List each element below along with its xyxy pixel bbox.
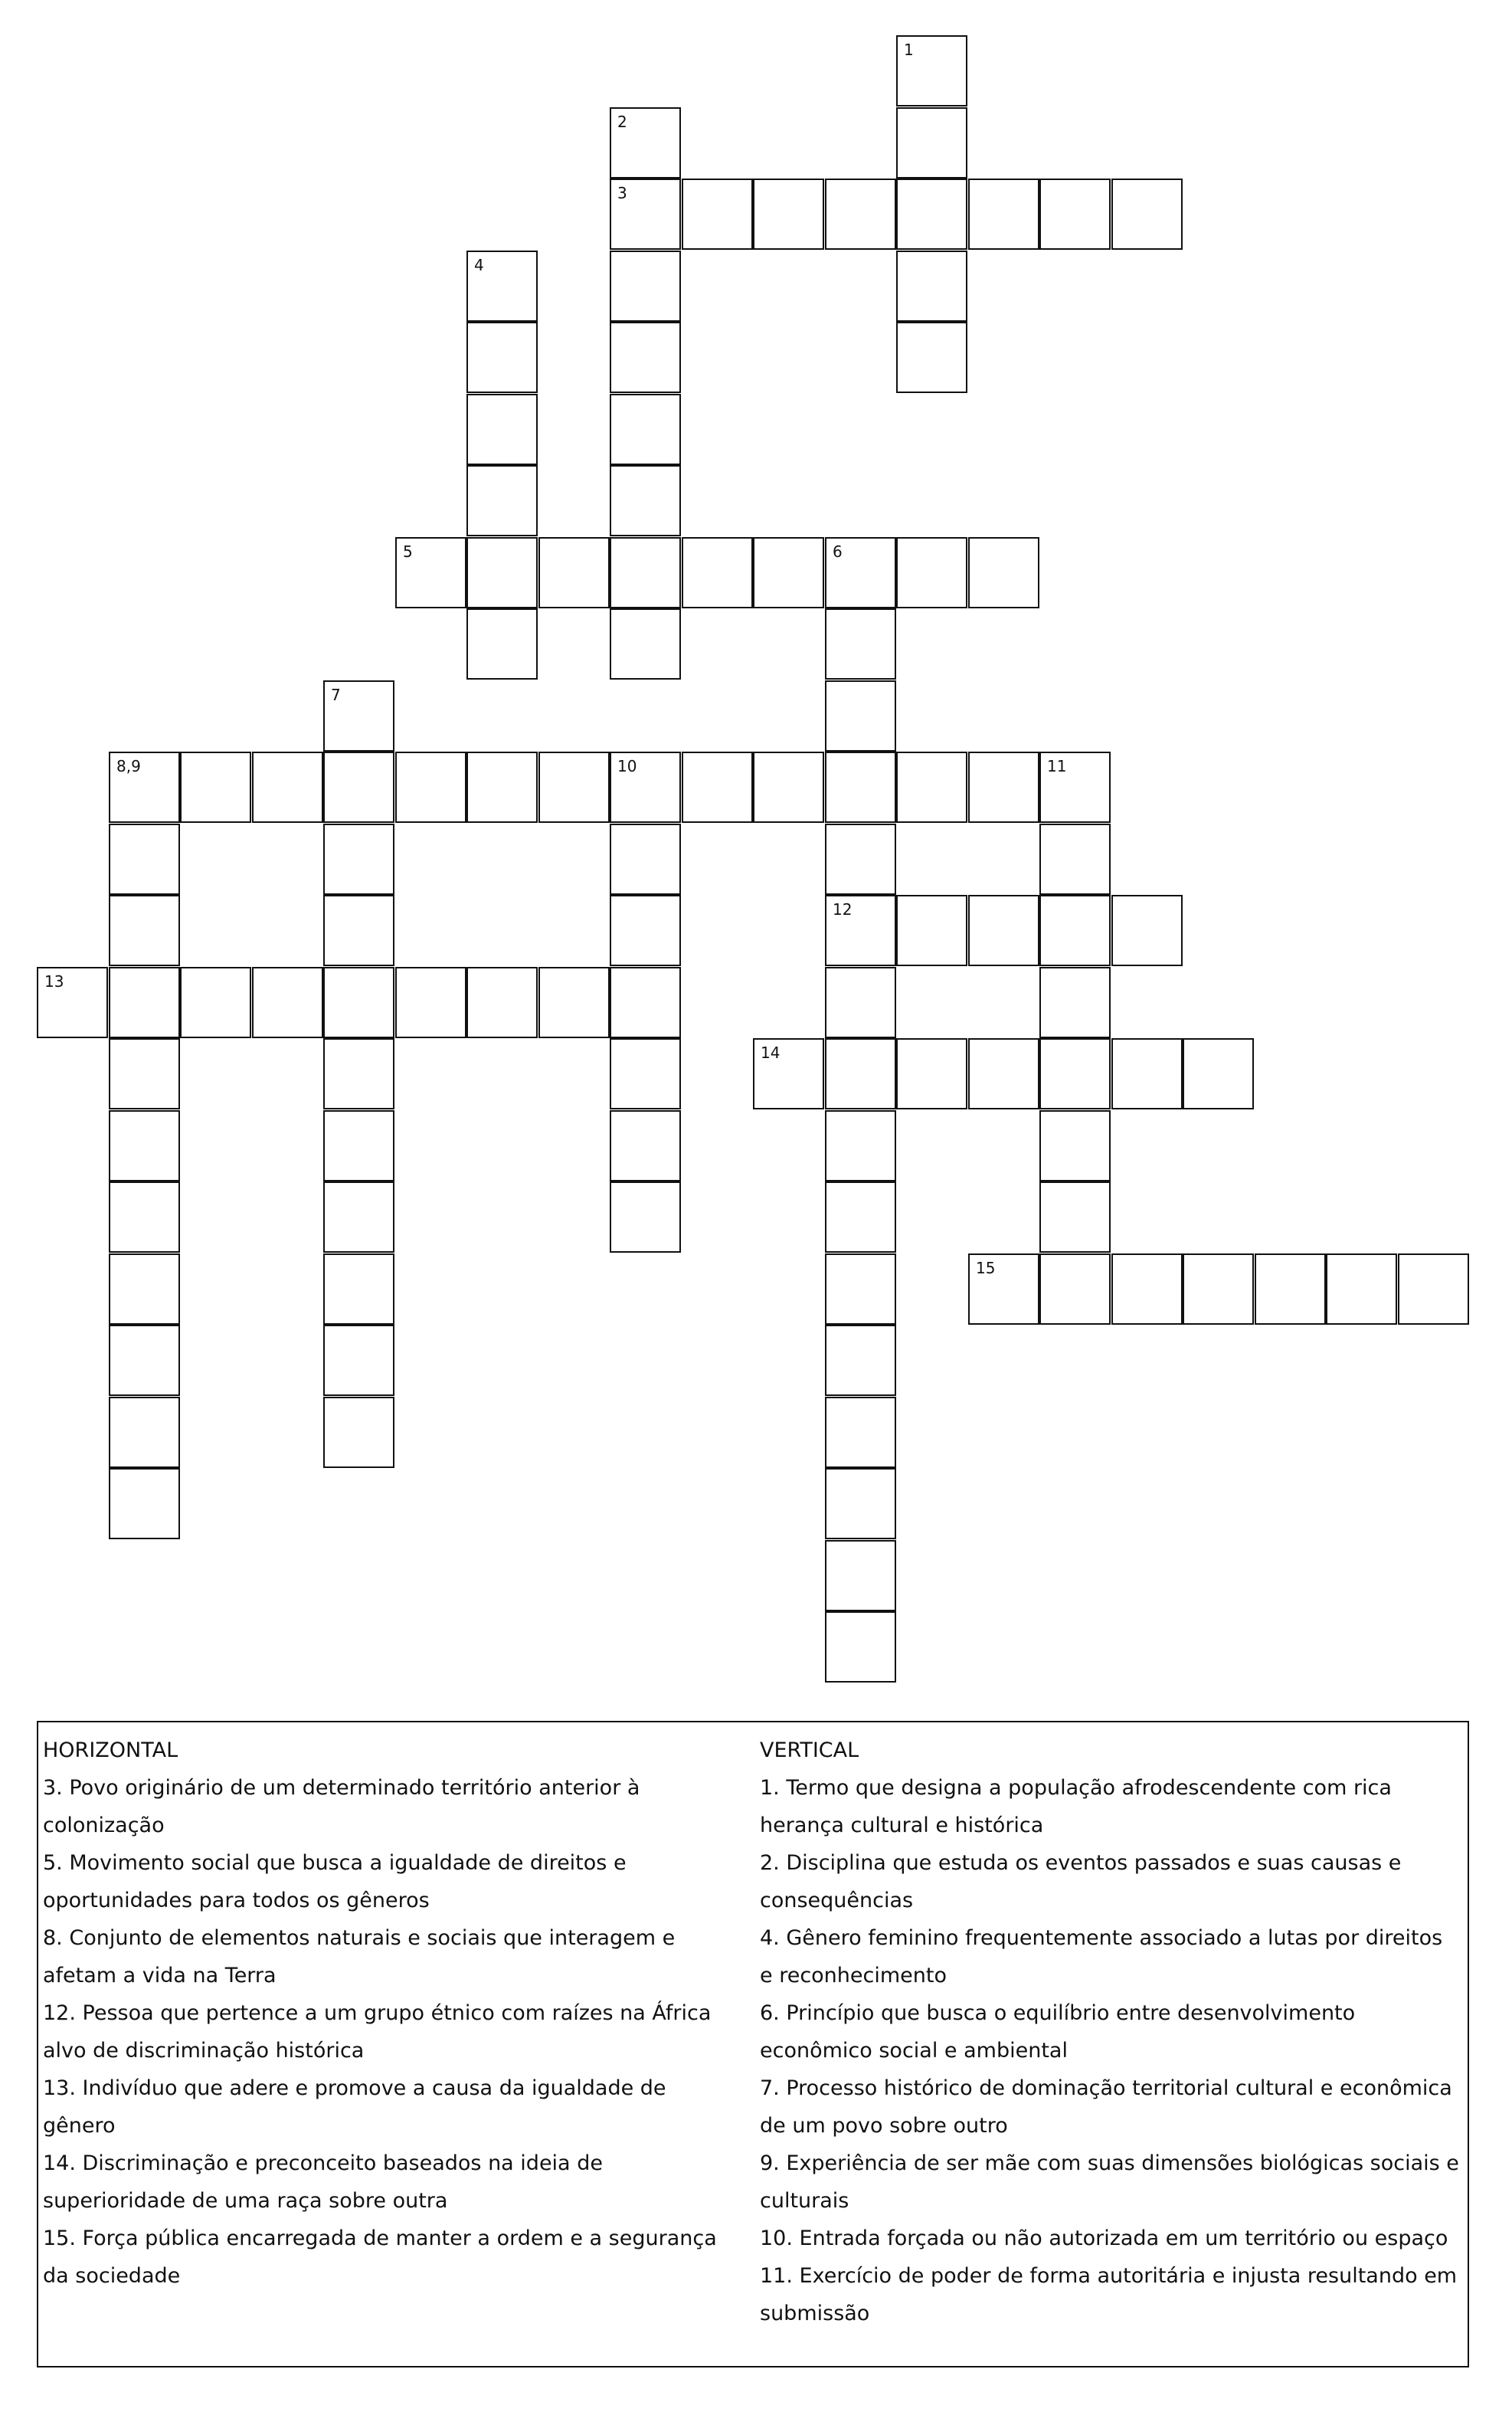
grid-cell[interactable]: [825, 608, 896, 680]
grid-cell[interactable]: [466, 251, 538, 322]
clue-down-1: 1. Termo que designa a população afrodescendente com rica herança cultural e histórica: [760, 1776, 1392, 1837]
grid-cell[interactable]: [610, 251, 681, 322]
grid-cell[interactable]: [466, 465, 538, 536]
grid-cell[interactable]: [1039, 895, 1111, 966]
grid-cell[interactable]: [896, 1038, 967, 1109]
grid-cell[interactable]: [1039, 967, 1111, 1038]
grid-cell[interactable]: [825, 179, 896, 250]
grid-cell[interactable]: [1183, 1253, 1254, 1325]
grid-cell[interactable]: [610, 895, 681, 966]
grid-cell[interactable]: [1111, 1038, 1183, 1109]
clue-across-5: 5. Movimento social que busca a igualdade de direitos e oportunidades para todos os gêneros: [43, 1851, 627, 1912]
grid-cell[interactable]: [538, 967, 610, 1038]
grid-cell[interactable]: [610, 107, 681, 179]
grid-cell[interactable]: [896, 179, 967, 250]
grid-cell[interactable]: [610, 179, 681, 250]
clue-number: 10: [617, 757, 637, 775]
grid-cell[interactable]: [968, 1253, 1039, 1325]
grid-cell[interactable]: [682, 537, 753, 608]
clue-down-2: 2. Disciplina que estuda os eventos passados e suas causas e consequências: [760, 1851, 1402, 1912]
grid-cell[interactable]: [610, 1110, 681, 1181]
clue-down-6: 6. Princípio que busca o equilíbrio entre desenvolvimento econômico social e ambiental: [760, 2001, 1356, 2063]
clue-number: 12: [833, 900, 853, 919]
grid-cell[interactable]: [109, 967, 180, 1038]
grid-cell[interactable]: [323, 967, 394, 1038]
grid-cell[interactable]: [395, 537, 466, 608]
grid-cell[interactable]: [825, 1181, 896, 1253]
grid-cell[interactable]: [610, 322, 681, 393]
grid-cell[interactable]: [323, 1325, 394, 1396]
clue-number: 4: [474, 256, 484, 274]
grid-cell[interactable]: [109, 752, 180, 823]
grid-cell[interactable]: [825, 1397, 896, 1468]
grid-cell[interactable]: [610, 394, 681, 465]
grid-cell[interactable]: [753, 752, 824, 823]
grid-cell[interactable]: [968, 537, 1039, 608]
horizontal-heading: HORIZONTAL: [43, 1738, 178, 1762]
grid-cell[interactable]: [825, 1253, 896, 1325]
clue-number: 3: [617, 184, 627, 202]
grid-cell[interactable]: [968, 752, 1039, 823]
grid-cell[interactable]: [825, 1611, 896, 1683]
grid-cell[interactable]: [37, 967, 108, 1038]
grid-cell[interactable]: [610, 1181, 681, 1253]
grid-cell[interactable]: [323, 1181, 394, 1253]
grid-cell[interactable]: [180, 967, 251, 1038]
clue-number: 15: [976, 1259, 996, 1277]
clue-number: 11: [1047, 757, 1067, 775]
clue-down-4: 4. Gênero feminino frequentemente associado a lutas por direitos e reconhecimento: [760, 1926, 1443, 1987]
grid-cell[interactable]: [825, 1468, 896, 1539]
grid-cell[interactable]: [323, 1253, 394, 1325]
grid-cell[interactable]: [1039, 1038, 1111, 1109]
grid-cell[interactable]: [109, 1181, 180, 1253]
grid-cell[interactable]: [610, 824, 681, 895]
grid-cell[interactable]: [538, 537, 610, 608]
grid-cell[interactable]: [1039, 824, 1111, 895]
grid-cell[interactable]: [1183, 1038, 1254, 1109]
clue-down-9: 9. Experiência de ser mãe com suas dimensões biológicas sociais e culturais: [760, 2151, 1459, 2213]
grid-cell[interactable]: [538, 752, 610, 823]
clue-across-14: 14. Discriminação e preconceito baseados na ideia de superioridade de uma raça sobre outra: [43, 2151, 603, 2213]
clue-number: 14: [761, 1044, 781, 1062]
grid-cell[interactable]: [323, 1110, 394, 1181]
grid-cell[interactable]: [1255, 1253, 1326, 1325]
grid-cell[interactable]: [825, 967, 896, 1038]
grid-cell[interactable]: [825, 1110, 896, 1181]
grid-cell[interactable]: [1398, 1253, 1469, 1325]
clue-across-8: 8. Conjunto de elementos naturais e sociais que interagem e afetam a vida na Terra: [43, 1926, 676, 1987]
clue-number: 7: [331, 686, 341, 704]
grid-cell[interactable]: [1039, 1181, 1111, 1253]
grid-cell[interactable]: [682, 179, 753, 250]
grid-cell[interactable]: [109, 1253, 180, 1325]
clue-across-15: 15. Força pública encarregada de manter a ordem e a segurança da sociedade: [43, 2227, 717, 2288]
grid-cell[interactable]: [395, 752, 466, 823]
grid-cell[interactable]: [896, 35, 967, 106]
clue-across-13: 13. Indivíduo que adere e promove a causa da igualdade de gênero: [43, 2076, 666, 2138]
grid-cell[interactable]: [466, 322, 538, 393]
grid-cell[interactable]: [109, 1397, 180, 1468]
clue-number: 8,9: [116, 757, 141, 775]
grid-cell[interactable]: [466, 967, 538, 1038]
grid-cell[interactable]: [610, 1038, 681, 1109]
grid-cell[interactable]: [1039, 1110, 1111, 1181]
clues-box: [37, 1721, 1469, 2367]
grid-cell[interactable]: [896, 895, 967, 966]
grid-cell[interactable]: [323, 1397, 394, 1468]
grid-cell[interactable]: [1111, 1253, 1183, 1325]
grid-cell[interactable]: [1039, 752, 1111, 823]
clue-number: 1: [904, 41, 914, 59]
grid-cell[interactable]: [1111, 895, 1183, 966]
clue-down-7: 7. Processo histórico de dominação territorial cultural e econômica de um povo sobre outro: [760, 2076, 1452, 2138]
grid-cell[interactable]: [466, 394, 538, 465]
grid-cell[interactable]: [109, 1110, 180, 1181]
grid-cell[interactable]: [825, 680, 896, 752]
grid-cell[interactable]: [466, 608, 538, 680]
clue-across-12: 12. Pessoa que pertence a um grupo étnico com raízes na África alvo de discriminação histórica: [43, 2001, 712, 2063]
grid-cell[interactable]: [466, 752, 538, 823]
grid-cell[interactable]: [610, 752, 681, 823]
clue-number: 5: [403, 542, 413, 561]
grid-cell[interactable]: [323, 680, 394, 752]
clue-number: 13: [44, 972, 64, 991]
grid-cell[interactable]: [323, 752, 394, 823]
grid-cell[interactable]: [896, 537, 967, 608]
grid-cell[interactable]: [682, 752, 753, 823]
grid-cell[interactable]: [252, 752, 323, 823]
grid-cell[interactable]: [825, 1325, 896, 1396]
grid-cell[interactable]: [825, 752, 896, 823]
grid-cell[interactable]: [968, 179, 1039, 250]
clue-number: 2: [617, 113, 627, 131]
grid-cell[interactable]: [825, 824, 896, 895]
grid-cell[interactable]: [109, 895, 180, 966]
grid-cell[interactable]: [395, 967, 466, 1038]
grid-cell[interactable]: [968, 895, 1039, 966]
clue-down-11: 11. Exercício de poder de forma autoritária e injusta resultando em submissão: [760, 2264, 1458, 2325]
clue-number: 6: [833, 542, 843, 561]
grid-cell[interactable]: [466, 537, 538, 608]
grid-cell[interactable]: [1039, 179, 1111, 250]
horizontal-clues: [43, 1732, 744, 2295]
grid-cell[interactable]: [968, 1038, 1039, 1109]
grid-cell[interactable]: [753, 1038, 824, 1109]
grid-cell[interactable]: [109, 1325, 180, 1396]
grid-cell[interactable]: [610, 465, 681, 536]
grid-cell[interactable]: [610, 608, 681, 680]
grid-cell[interactable]: [610, 537, 681, 608]
grid-cell[interactable]: [896, 251, 967, 322]
grid-cell[interactable]: [896, 107, 967, 179]
grid-cell[interactable]: [825, 1540, 896, 1611]
grid-cell[interactable]: [896, 752, 967, 823]
grid-cell[interactable]: [825, 1038, 896, 1109]
grid-cell[interactable]: [323, 824, 394, 895]
grid-cell[interactable]: [825, 895, 896, 966]
grid-cell[interactable]: [753, 537, 824, 608]
clue-down-10: 10. Entrada forçada ou não autorizada em um território ou espaço: [760, 2227, 1448, 2250]
grid-cell[interactable]: [753, 179, 824, 250]
grid-cell[interactable]: [109, 1038, 180, 1109]
grid-cell[interactable]: [825, 537, 896, 608]
grid-cell[interactable]: [323, 1038, 394, 1109]
grid-cell[interactable]: [180, 752, 251, 823]
vertical-heading: VERTICAL: [760, 1738, 859, 1762]
grid-cell[interactable]: [109, 1468, 180, 1539]
grid-cell[interactable]: [109, 824, 180, 895]
grid-cell[interactable]: [323, 895, 394, 966]
clue-across-3: 3. Povo originário de um determinado território anterior à colonização: [43, 1776, 640, 1837]
vertical-clues: [760, 1732, 1461, 2332]
grid-cell[interactable]: [1326, 1253, 1397, 1325]
grid-cell[interactable]: [1039, 1253, 1111, 1325]
grid-cell[interactable]: [896, 322, 967, 393]
grid-cell[interactable]: [1111, 179, 1183, 250]
grid-cell[interactable]: [252, 967, 323, 1038]
grid-cell[interactable]: [610, 967, 681, 1038]
